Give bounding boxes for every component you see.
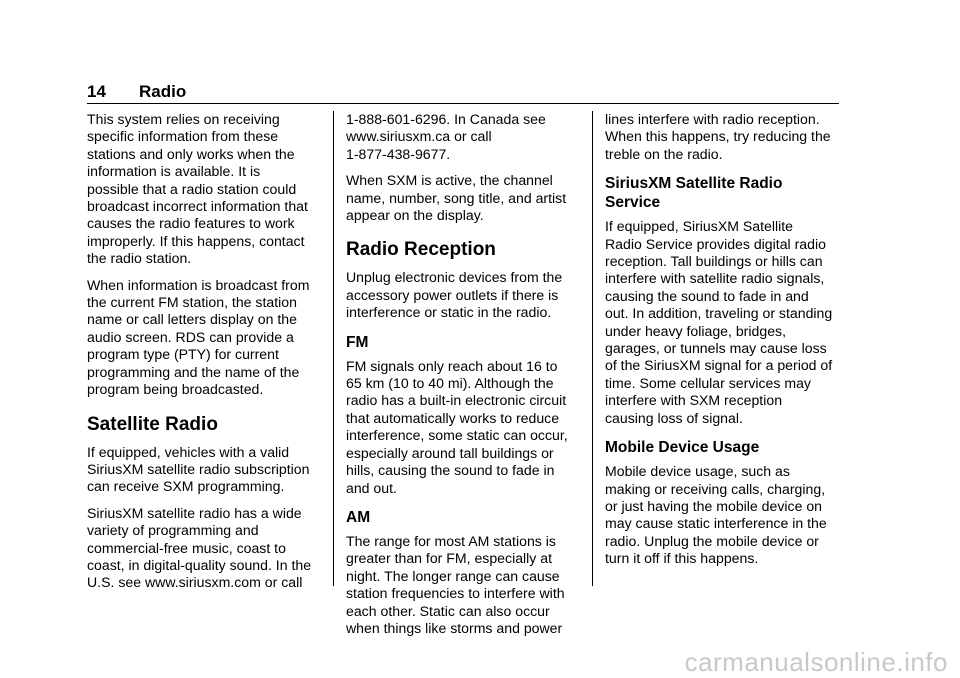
heading-am: AM xyxy=(346,508,371,526)
paragraph: If equipped, vehicles with a valid SiriusXM satellite radio subscription can receive SXM programming. xyxy=(87,443,310,495)
heading-fm: FM xyxy=(346,333,369,351)
header-rule xyxy=(87,103,839,104)
watermark: carmanualsonline.info xyxy=(684,647,948,677)
paragraph: 1-888-601-6296. In Canada see www.siriusxm.ca or call 1-877-438-9677. xyxy=(346,111,546,162)
paragraph: When information is broadcast from the current FM station, the station name or call letters display on the audio screen. RDS can provide a program type (PTY) for current programming and the name of the program being broadcasted. xyxy=(87,276,310,398)
paragraph: Unplug electronic devices from the accessory power outlets if there is interference or static in the radio. xyxy=(346,269,563,321)
paragraph: When SXM is active, the channel name, number, song title, and artist appear on the display. xyxy=(346,172,567,224)
paragraph: SiriusXM satellite radio has a wide variety of programming and commercial-free music, coast to coast, in digital-quality sound. In the U.S. see www.siriusxm.com or call xyxy=(87,504,312,591)
paragraph: lines interfere with radio reception. When this happens, try reducing the treble on the radio. xyxy=(605,111,831,162)
column-1 xyxy=(87,111,323,601)
page-header xyxy=(87,82,839,104)
paragraph: This system relies on receiving specific information from these stations and only works when the information is available. It is possible that a radio station could broadcast incorrect information that causes the radio features to work improperly. If this happens, contact the radio station. xyxy=(87,111,308,267)
heading-siriusxm-service: SiriusXM Satellite Radio Service xyxy=(605,175,783,212)
heading-mobile-device-usage: Mobile Device Usage xyxy=(605,439,760,457)
paragraph: If equipped, SiriusXM Satellite Radio Service provides digital radio reception. Tall buildings or hills can interfere with satellite radio signals, causing the sound to fade in and out. In addition, traveling or standing under heavy foliage, bridges, garages, or tunnels may cause loss of the SiriusXM signal for a period of time. Some cellular services may interfere with SXM reception causing loss of signal. xyxy=(605,218,833,426)
paragraph: FM signals only reach about 16 to 65 km (10 to 40 mi). Although the radio has a built-in electronic circuit that automatically works to reduce interference, some static can occur, especially around tall buildings or hills, causing the sound to fade in and out. xyxy=(346,357,568,496)
paragraph: The range for most AM stations is greater than for FM, especially at night. The longer range can cause station frequencies to interfere with each other. Static can also occur when things like storms and power xyxy=(346,532,565,636)
column-divider xyxy=(333,111,334,586)
column-2 xyxy=(346,111,582,646)
paragraph: Mobile device usage, such as making or receiving calls, charging, or just having the mobile device on may cause static interference in the radio. Unplug the mobile device or turn it off if this happens. xyxy=(605,463,827,567)
column-divider xyxy=(592,111,593,586)
heading-radio-reception: Radio Reception xyxy=(346,239,496,261)
heading-satellite-radio: Satellite Radio xyxy=(87,413,218,435)
column-3 xyxy=(605,111,841,577)
section-title: Radio xyxy=(139,82,187,101)
page-number: 14 xyxy=(87,82,106,101)
